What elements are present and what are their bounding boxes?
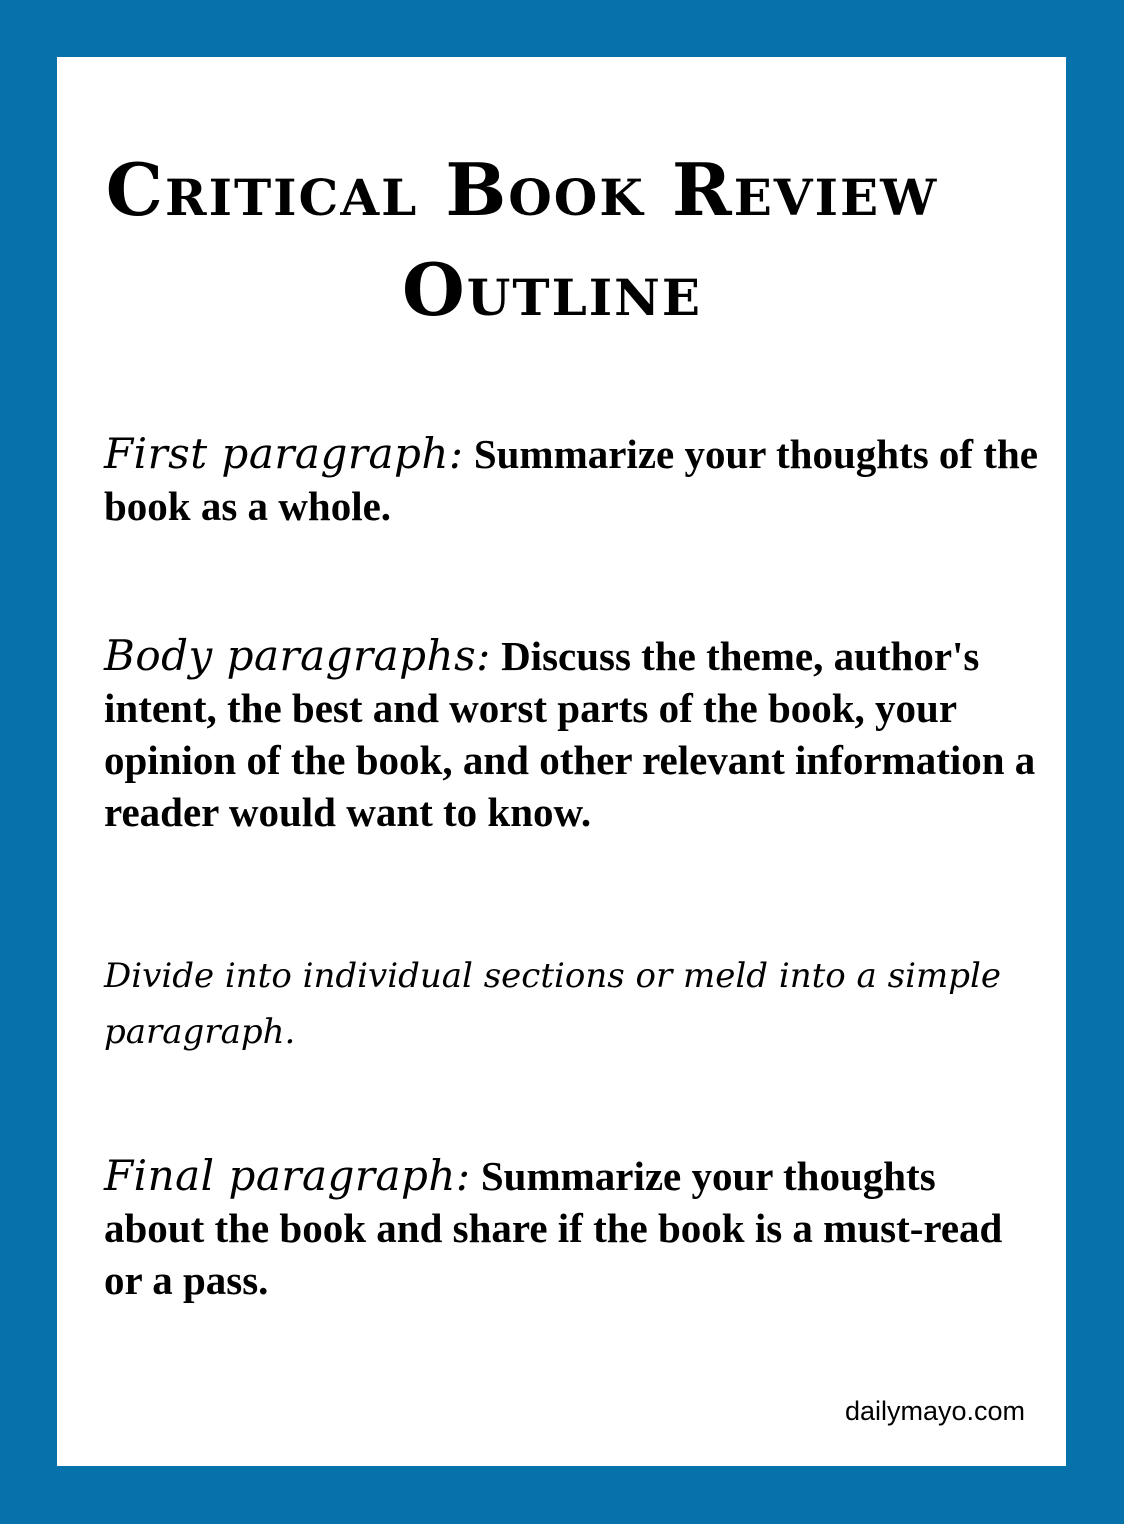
title-line-1: Critical Book Review: [105, 147, 939, 232]
body-paragraphs-section: [104, 630, 1044, 838]
first-paragraph-section: [104, 428, 1044, 532]
first-paragraph-text: Summarize your thoughts of the book as a whole.: [104, 431, 1038, 529]
body-note: Divide into individual sections or meld into a simple paragraph.: [104, 956, 1001, 1052]
final-paragraph-label: Final paragraph:: [104, 1151, 471, 1200]
first-paragraph-label: First paragraph:: [104, 429, 464, 478]
title-line-2: Outline: [402, 247, 702, 332]
site-credit: dailymayo.com: [844, 1396, 1025, 1426]
final-paragraph-section: [104, 1150, 1044, 1306]
final-paragraph-text: Summarize your thoughts about the book and share if the book is a must-read or a pass.: [104, 1153, 1003, 1303]
page-title: [0, 140, 1124, 340]
body-paragraphs-label: Body paragraphs:: [104, 631, 491, 680]
body-paragraphs-text: Discuss the theme, author's intent, the best and worst parts of the book, your opinion of the book, and other relevant information a reader would want to know.: [104, 633, 1036, 835]
